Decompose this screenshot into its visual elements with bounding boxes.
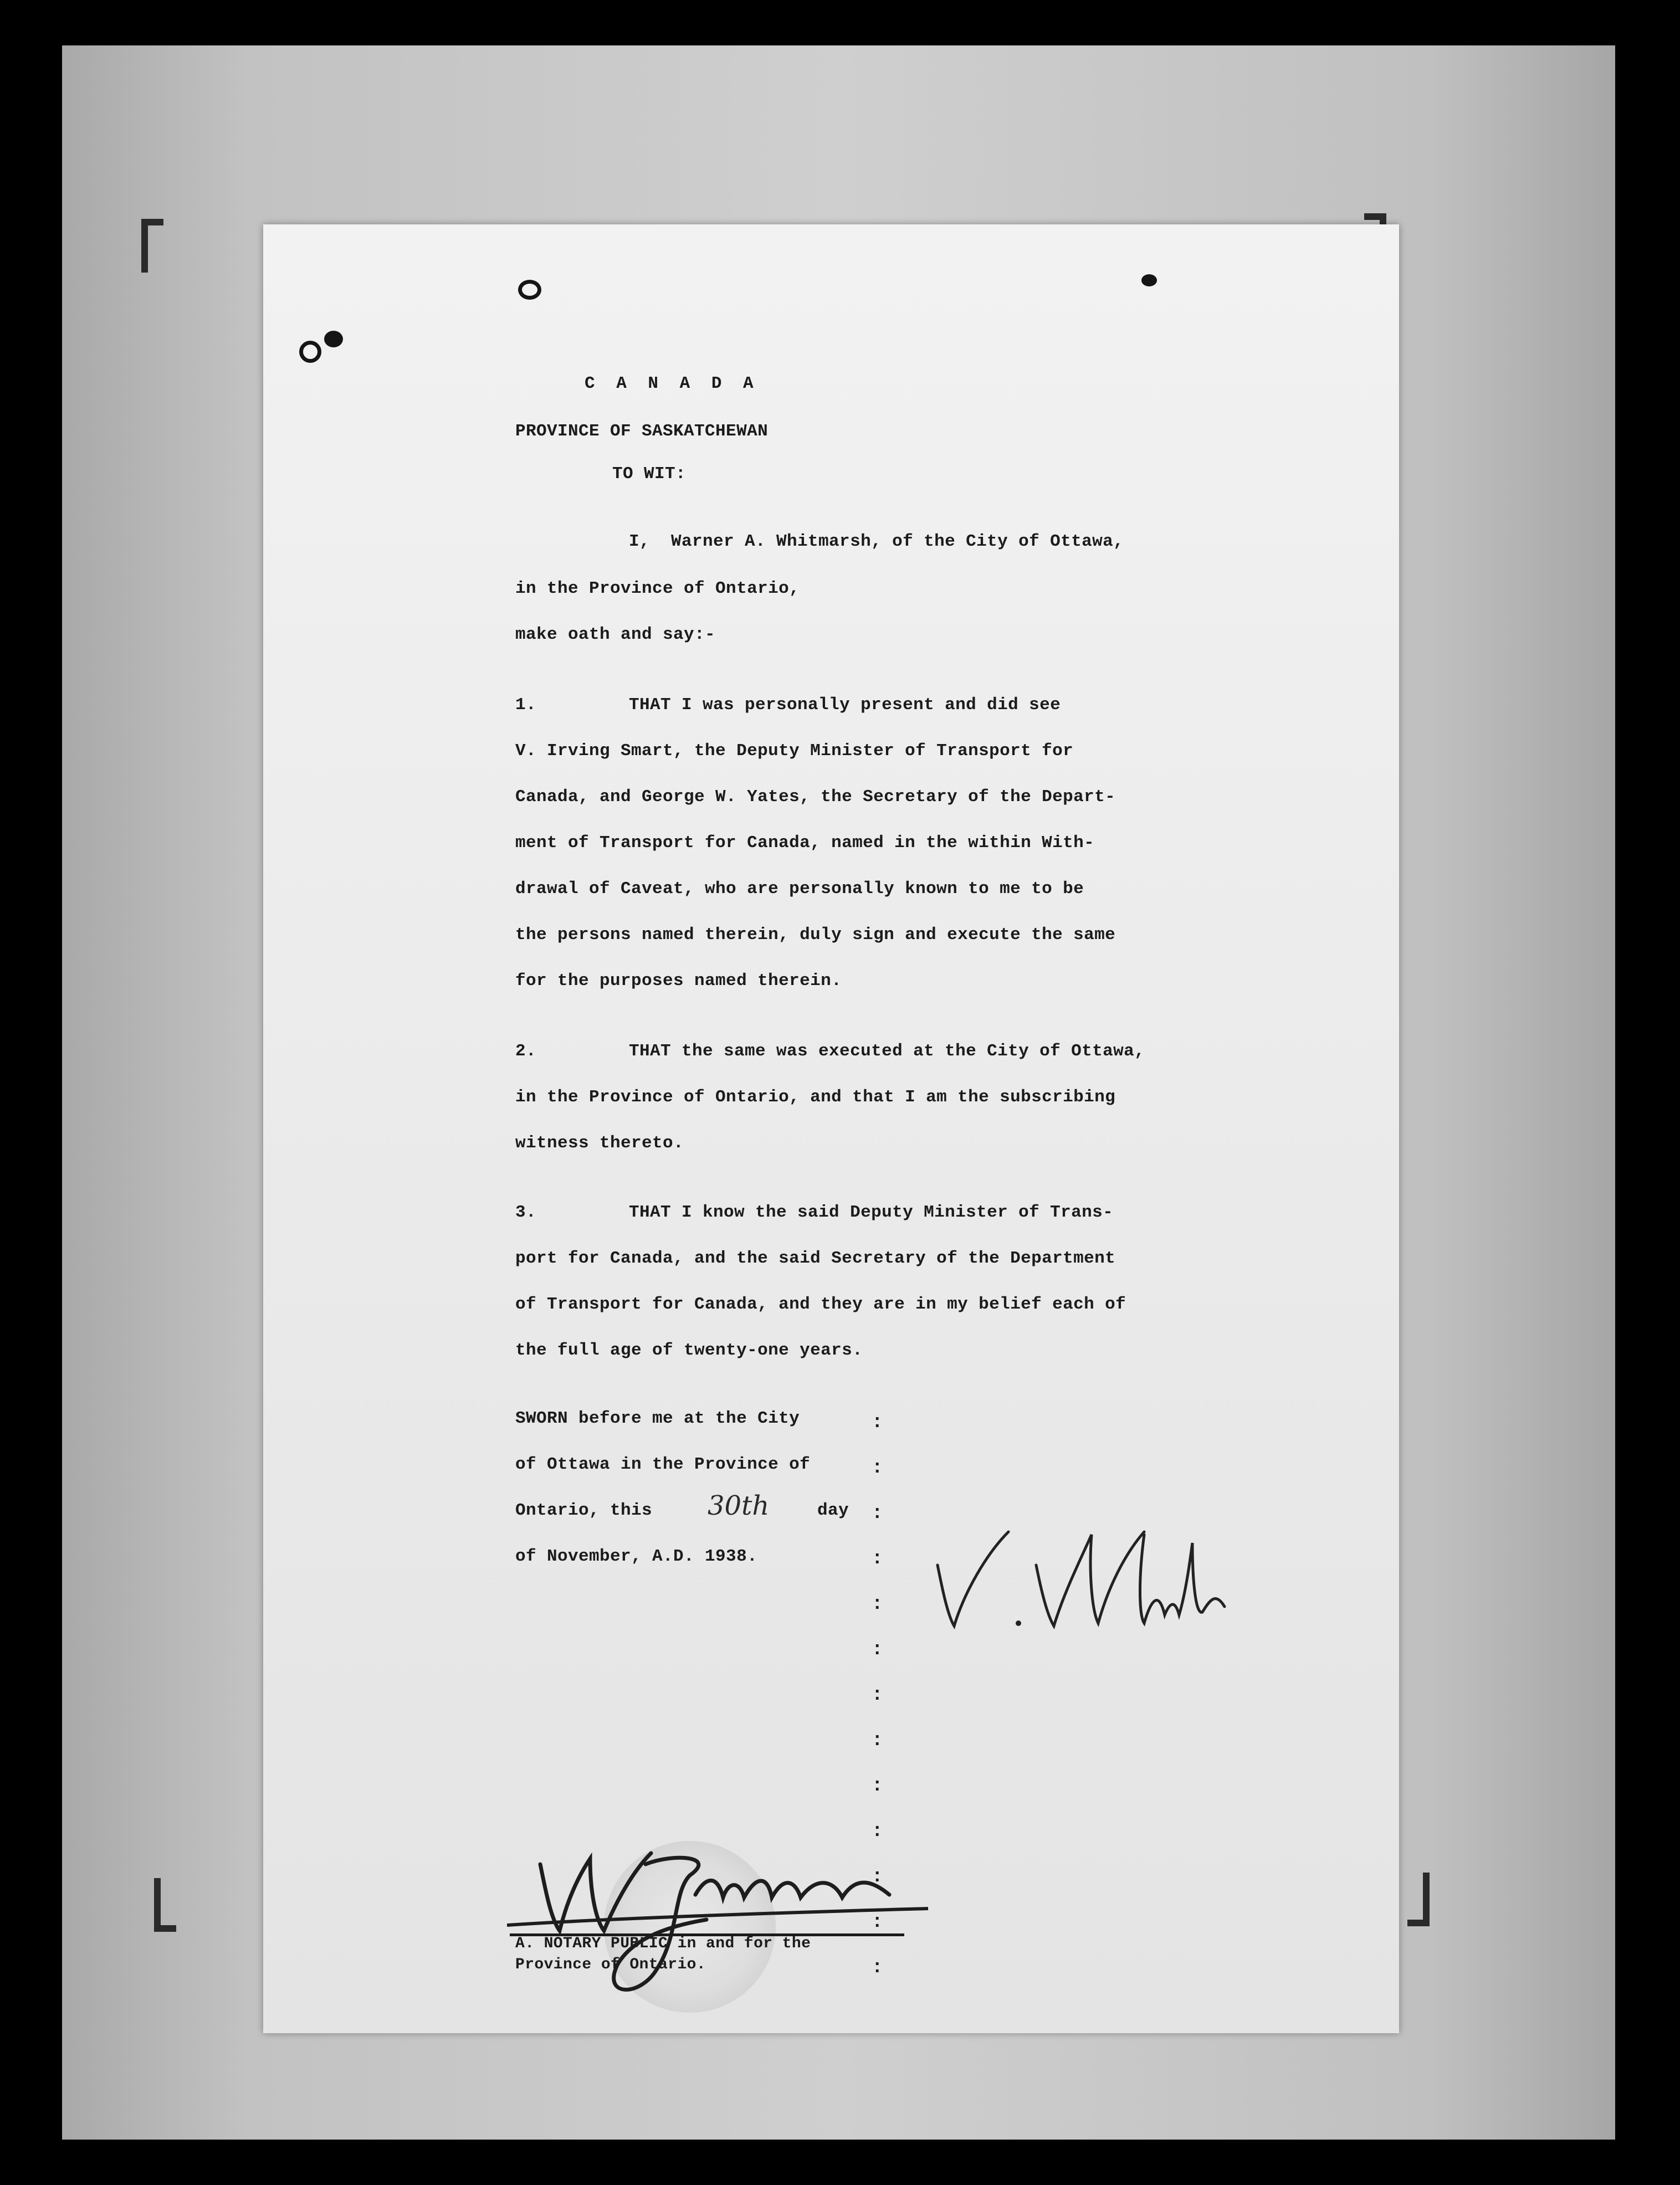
crop-mark-bottom-left — [154, 1878, 176, 1932]
para1-line: for the purposes named therein. — [515, 971, 842, 991]
jurat-line-2: of Ottawa in the Province of — [515, 1455, 811, 1474]
jurat-line-4: of November, A.D. 1938. — [515, 1547, 758, 1566]
para2-line: THAT the same was executed at the City of Ottawa, — [629, 1042, 1145, 1061]
deponent-signature — [925, 1510, 1236, 1637]
para1-number: 1. — [515, 695, 537, 715]
para3-line: port for Canada, and the said Secretary of the Department — [515, 1249, 1116, 1268]
para3-line: THAT I know the said Deputy Minister of Trans- — [629, 1203, 1114, 1222]
province-line: PROVINCE OF SASKATCHEWAN — [515, 422, 769, 441]
para1-line: V. Irving Smart, the Deputy Minister of Transport for — [515, 741, 1074, 761]
para1-line: drawal of Caveat, who are personally known to me to be — [515, 879, 1084, 899]
para1-line: ment of Transport for Canada, named in the within With- — [515, 833, 1095, 853]
colon-separator-column: : : : : : : : : : : : : : — [872, 1412, 883, 1978]
to-wit: TO WIT: — [612, 464, 687, 484]
intro-line-1: I, Warner A. Whitmarsh, of the City of Ottawa, — [629, 532, 1124, 551]
para1-line: Canada, and George W. Yates, the Secretary of the Depart- — [515, 787, 1116, 807]
para1-line: the persons named therein, duly sign and execute the same — [515, 925, 1116, 945]
para2-line: in the Province of Ontario, and that I am the subscribing — [515, 1088, 1116, 1107]
jurat-line-3a: Ontario, this — [515, 1501, 653, 1520]
document-page — [263, 224, 1399, 2033]
para2-line: witness thereto. — [515, 1133, 684, 1153]
para3-line: of Transport for Canada, and they are in my belief each of — [515, 1295, 1126, 1314]
jurat-line-1: SWORN before me at the City — [515, 1409, 800, 1428]
heading-canada: C A N A D A — [585, 374, 759, 393]
notary-signature — [507, 1842, 939, 2008]
crop-mark-top-left — [141, 219, 163, 273]
notary-line-1: A. NOTARY PUBLIC in and for the — [515, 1935, 811, 1952]
handwritten-date: 30th — [708, 1490, 770, 1521]
crop-mark-bottom-right — [1407, 1873, 1430, 1926]
para3-line: the full age of twenty-one years. — [515, 1341, 863, 1360]
para3-number: 3. — [515, 1203, 537, 1222]
intro-line-3: make oath and say:- — [515, 625, 716, 644]
intro-line-2: in the Province of Ontario, — [515, 579, 800, 598]
jurat-line-3b: day — [817, 1501, 849, 1520]
para1-line: THAT I was personally present and did see — [629, 695, 1061, 715]
para2-number: 2. — [515, 1042, 537, 1061]
notary-line-2: Province of Ontario. — [515, 1956, 706, 1973]
